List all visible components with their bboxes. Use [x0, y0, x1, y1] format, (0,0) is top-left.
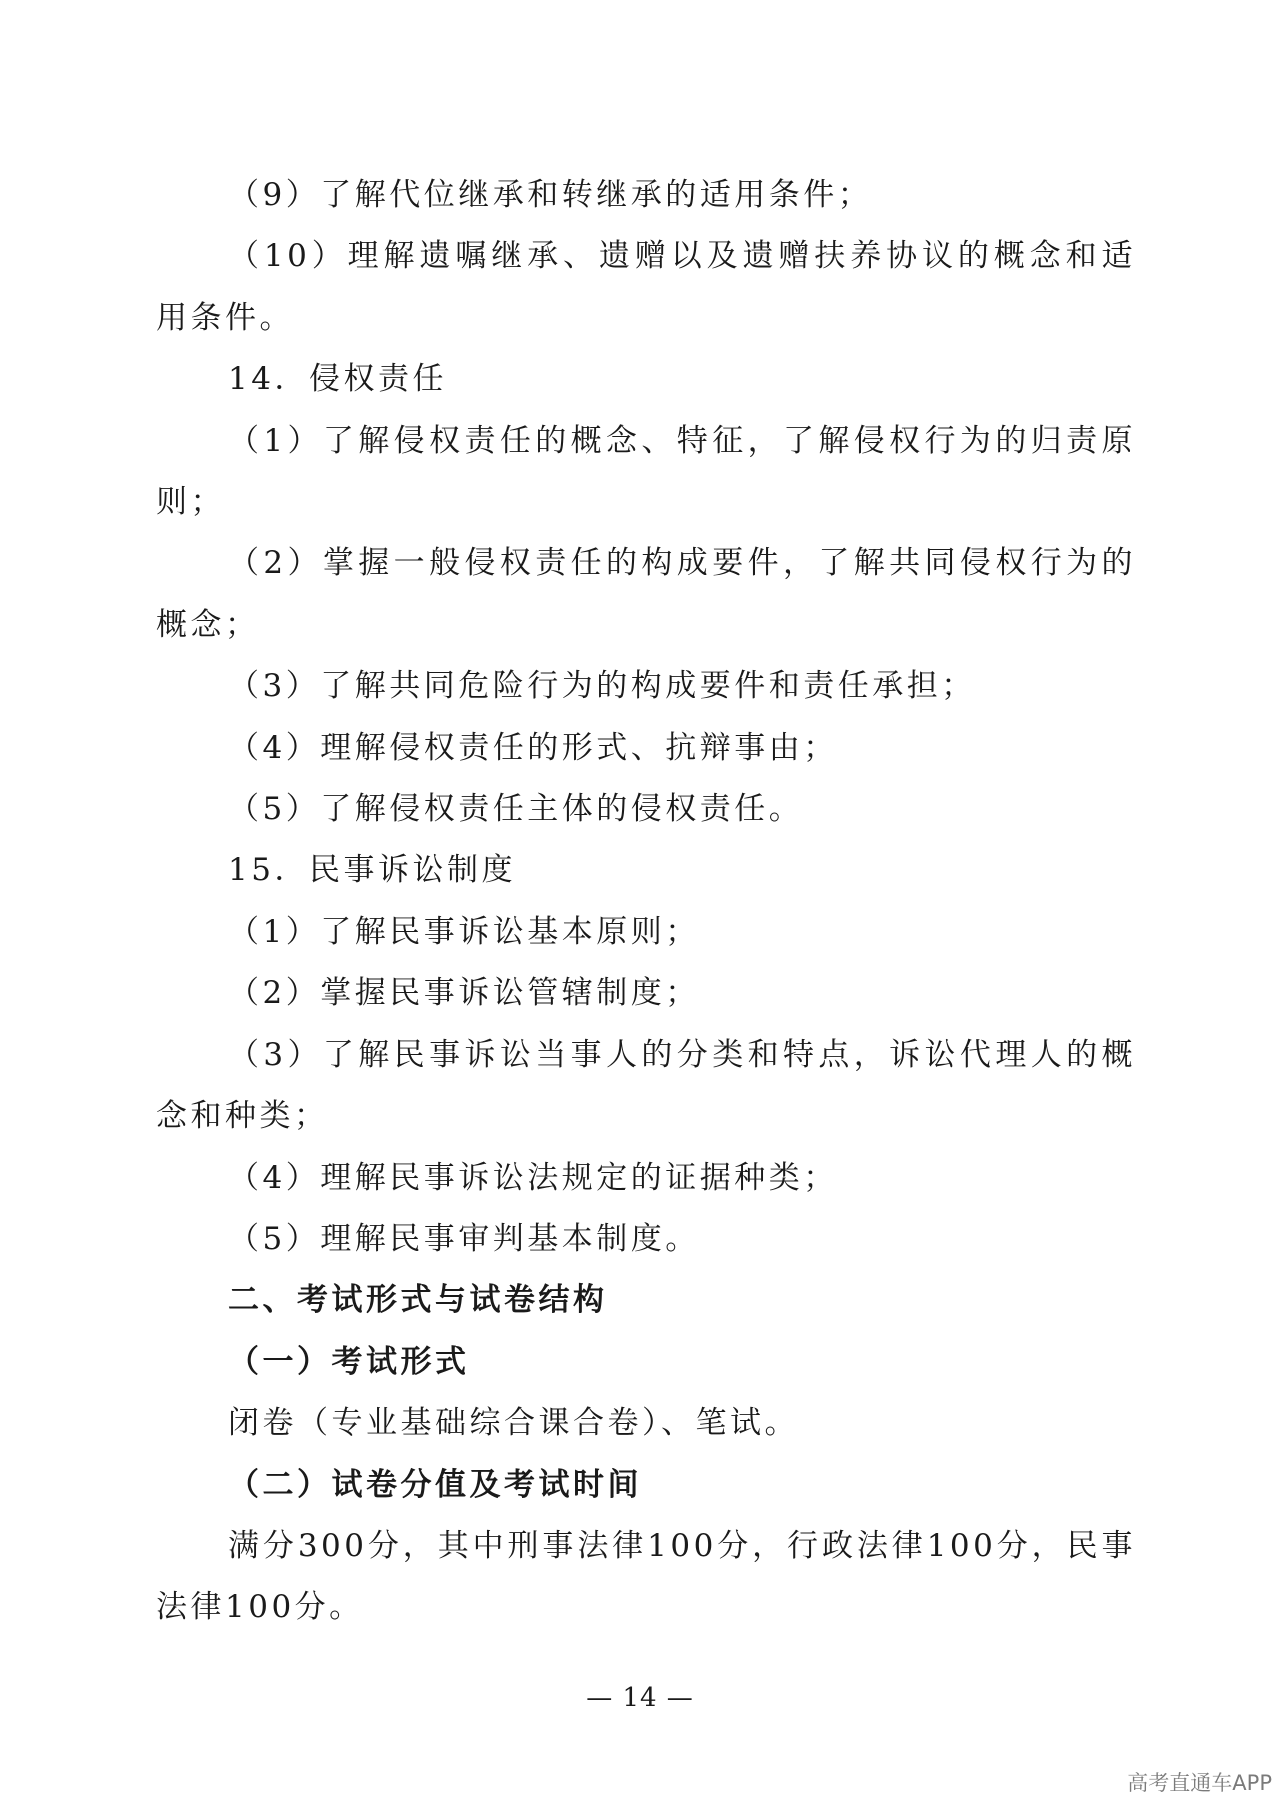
paragraph-procedure-item-5: （5）理解民事审判基本制度。: [228, 1220, 700, 1257]
paragraph-tort-item-4: （4）理解侵权责任的形式、抗辩事由；: [228, 729, 838, 766]
paragraph-item-9: （9）了解代位继承和转继承的适用条件；: [228, 177, 873, 213]
paragraph-tort-item-5: （5）了解侵权责任主体的侵权责任。: [228, 791, 804, 828]
subheading-exam-format: （一）考试形式: [228, 1343, 470, 1380]
paragraph-tort-item-1: （1）了解侵权责任的概念、特征，了解侵权行为的归责原则；: [156, 422, 1136, 521]
paragraph-procedure-item-1: （1）了解民事诉讼基本原则；: [228, 913, 700, 950]
paragraph-procedure-item-4: （4）理解民事诉讼法规定的证据种类；: [228, 1159, 838, 1196]
paragraph-item-10: （10）理解遗嘱继承、遗赠以及遗赠扶养协议的概念和适用条件。: [156, 238, 1136, 336]
paragraph-tort-item-2: （2）掌握一般侵权责任的构成要件，了解共同侵权行为的概念；: [156, 545, 1136, 643]
paragraph-procedure-item-2: （2）掌握民事诉讼管辖制度；: [228, 975, 700, 1012]
section-title-civil-procedure: 15．民事诉讼制度: [228, 852, 516, 889]
paragraph-procedure-item-3: （3）了解民事诉讼当事人的分类和特点，诉讼代理人的概念和种类；: [156, 1036, 1136, 1135]
watermark-text: 高考直通车APP: [1127, 1771, 1272, 1795]
subheading-score-time: （二）试卷分值及考试时间: [228, 1466, 642, 1503]
paragraph-exam-format: 闭卷（专业基础综合课合卷）、笔试。: [228, 1405, 799, 1442]
section-title-tort-liability: 14．侵权责任: [228, 361, 447, 398]
page-number: — 14 —: [586, 1683, 694, 1713]
document-body: [156, 165, 1136, 1639]
heading-exam-format-structure: 二、考试形式与试卷结构: [228, 1282, 608, 1319]
paragraph-tort-item-3: （3）了解共同危险行为的构成要件和责任承担；: [228, 668, 976, 705]
paragraph-score-breakdown: 满分300分，其中刑事法律100分，行政法律100分，民事法律100分。: [156, 1527, 1136, 1626]
